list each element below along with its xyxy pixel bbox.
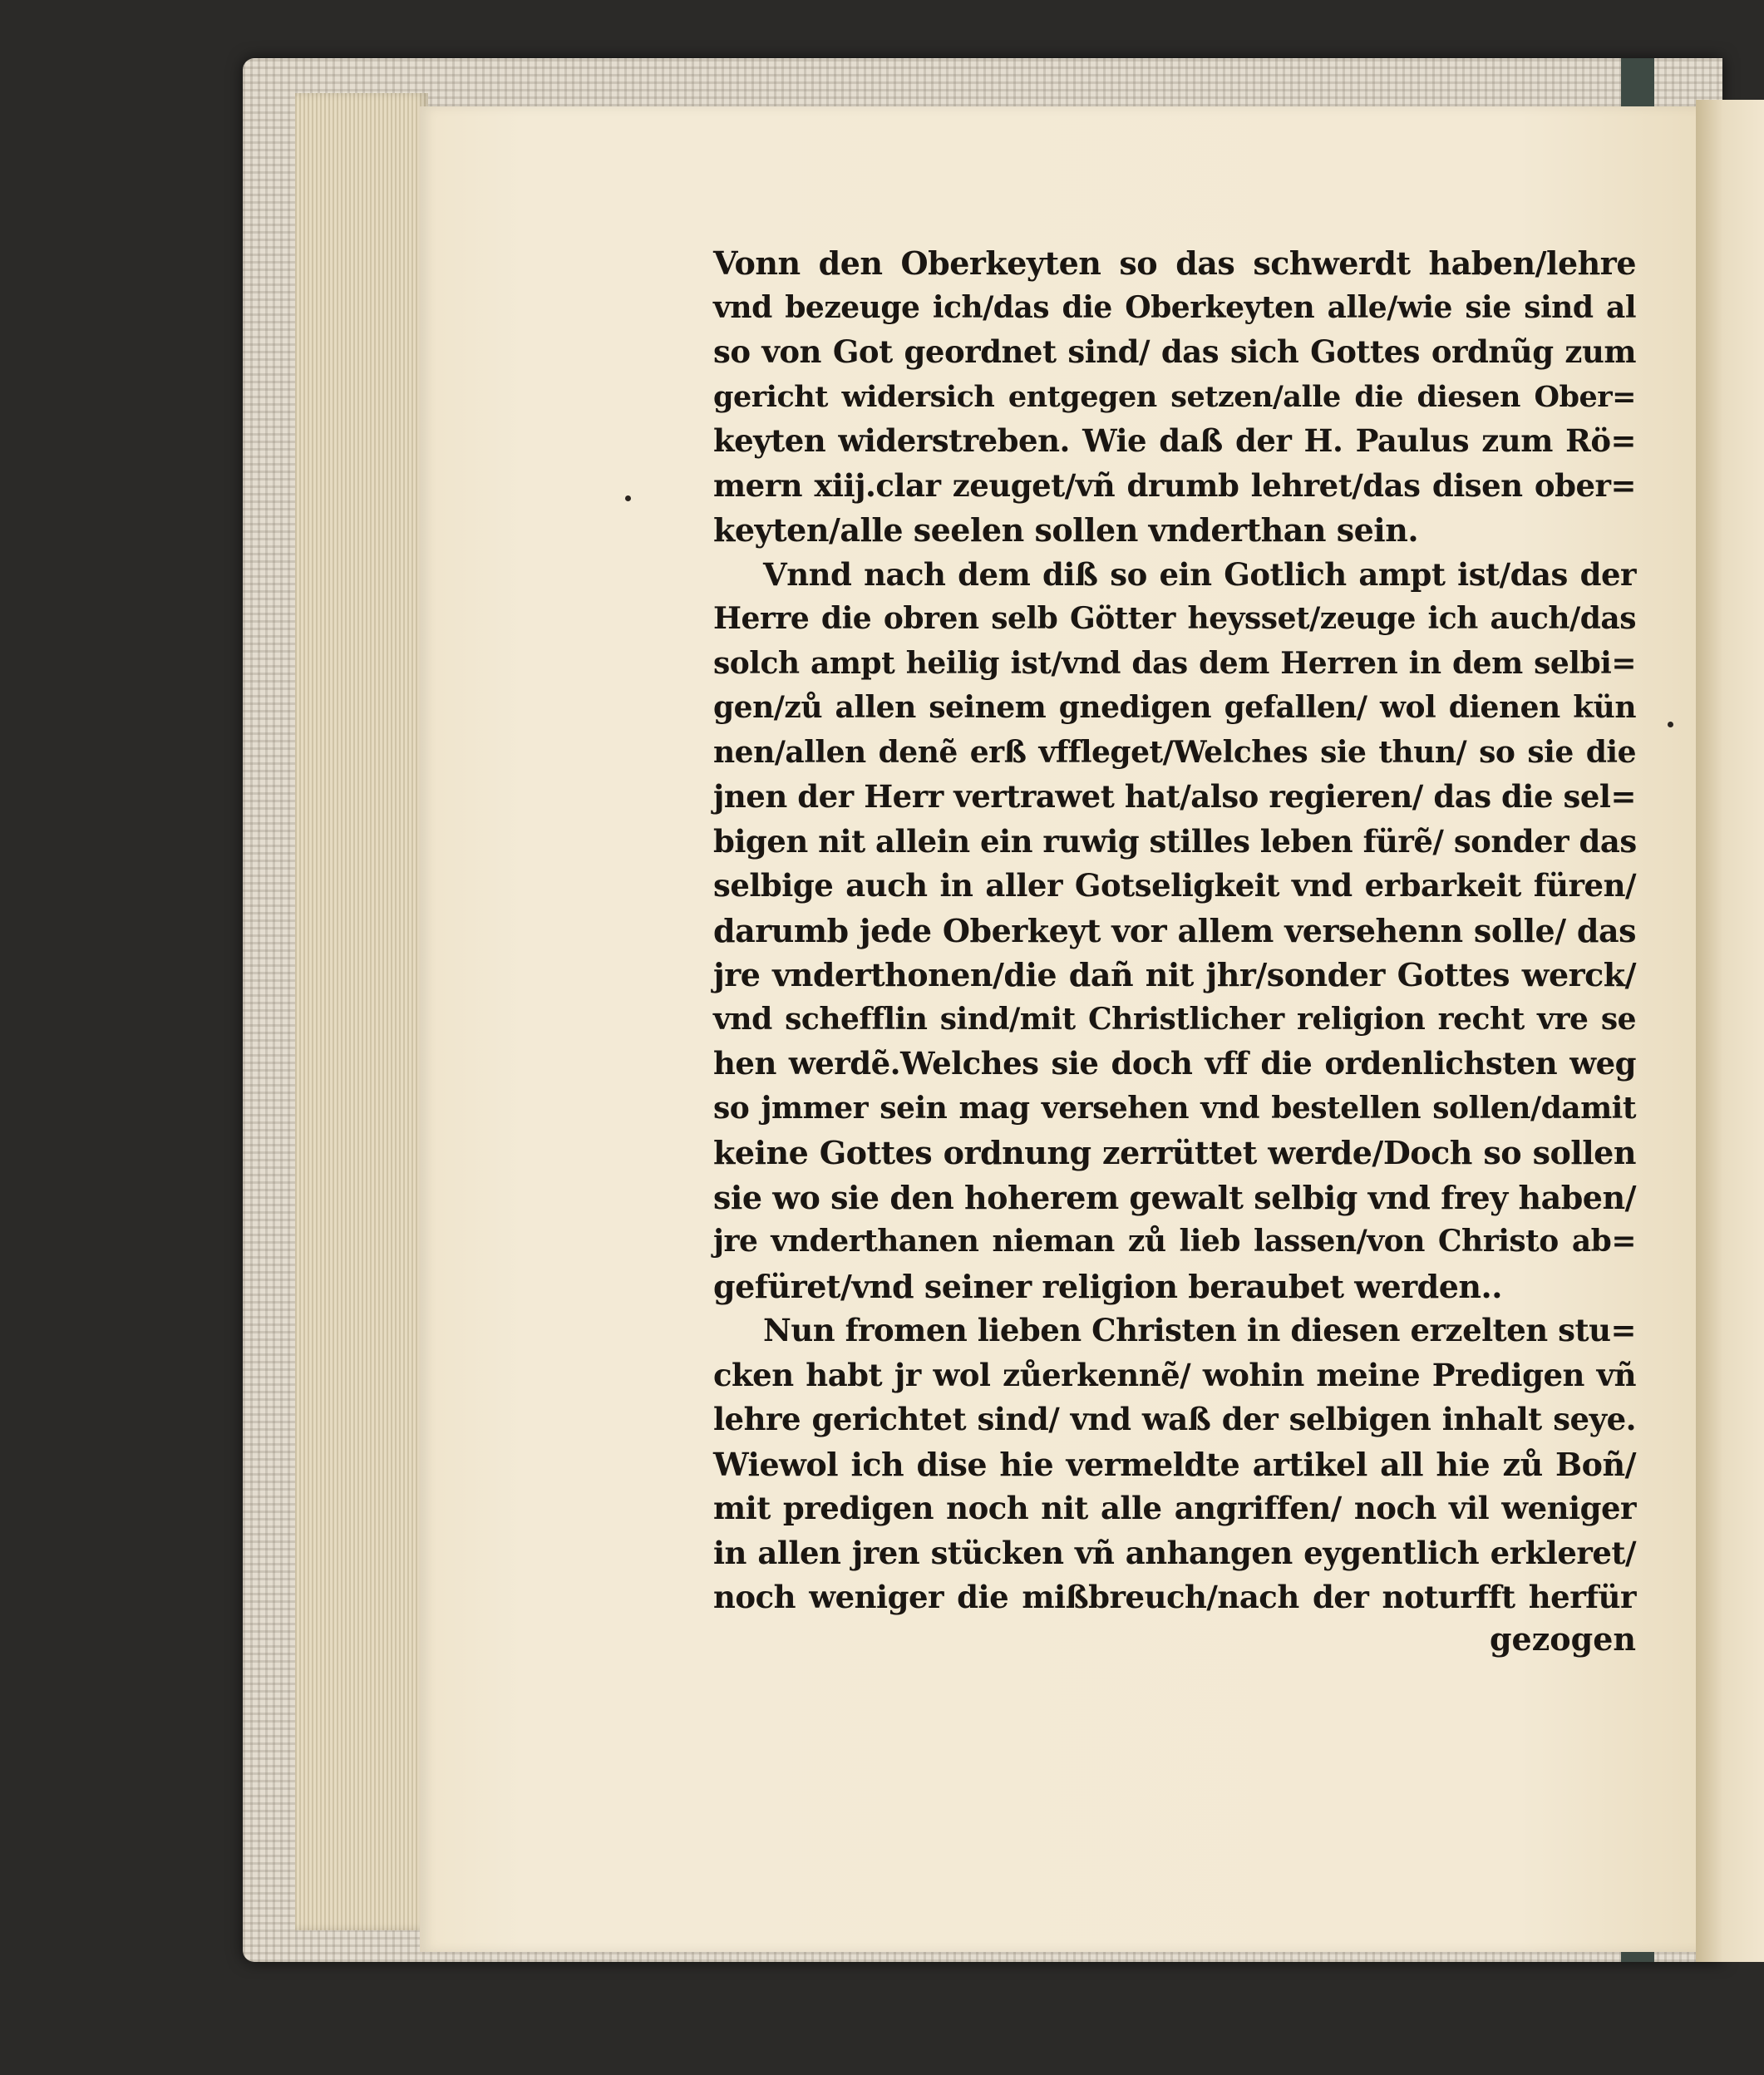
text-line: keine Gottes ordnung zerrüttet werde/Doch so sollen <box>713 1134 1636 1171</box>
text-line: jre vnderthonen/die dañ nit jhr/sonder Gottes werck/ <box>713 956 1636 993</box>
text-line: solch ampt heilig ist/vnd das dem Herren in dem selbi= <box>713 645 1636 681</box>
ink-speck <box>1668 722 1673 727</box>
text-line: sie wo sie den hoherem gewalt selbig vnd frey haben/ <box>713 1178 1636 1216</box>
text-line: vnd schefflin sind/mit Christlicher religion recht vre se <box>713 1001 1636 1037</box>
text-line: gericht widersich entgegen setzen/alle die diesen Ober= <box>713 379 1636 414</box>
page-edges <box>295 93 428 1930</box>
text-line: darumb jede Oberkeyt vor allem versehenn solle/ das <box>713 911 1636 949</box>
catchword: gezogen <box>1489 1619 1636 1658</box>
text-line: so jmmer sein mag versehen vnd bestellen sollen/damit <box>713 1090 1636 1126</box>
text-line: mern xiij.clar zeuget/vñ drumb lehret/das disen ober= <box>713 466 1636 504</box>
text-line: keyten/alle seelen sollen vnderthan sein. <box>713 511 1419 549</box>
text-line: noch weniger die mißbreuch/nach der noturfft herfür <box>713 1579 1636 1615</box>
text-line: nen/allen denẽ erß vffleget/Welches sie thun/ so sie die <box>713 734 1636 770</box>
text-line: bigen nit allein ein ruwig stilles leben fürẽ/ sonder das <box>713 822 1637 860</box>
text-line: mit predigen noch nit alle angriffen/ noch vil weniger <box>713 1490 1636 1526</box>
page-text <box>713 241 1636 1664</box>
text-line: so von Got geordnet sind/ das sich Gottes ordnũg zum <box>713 333 1636 370</box>
text-line: vnd bezeuge ich/das die Oberkeyten alle/wie sie sind al <box>713 289 1636 325</box>
text-line: jnen der Herr vertrawet hat/also regieren/ das die sel= <box>713 778 1636 815</box>
text-line: lehre gerichtet sind/ vnd waß der selbigen inhalt seye. <box>713 1401 1636 1437</box>
facing-page-gutter <box>1696 100 1764 1962</box>
text-line: in allen jren stücken vñ anhangen eygentlich erkleret/ <box>713 1534 1636 1571</box>
text-line: Herre die obren selb Götter heysset/zeuge ich auch/das <box>713 601 1636 636</box>
ink-speck <box>625 495 631 501</box>
text-line: gen/zů allen seinem gnedigen gefallen/ wol dienen kün <box>713 690 1636 725</box>
text-line: Wiewol ich dise hie vermeldte artikel all hie zů Boñ/ <box>713 1445 1636 1483</box>
text-line: jre vnderthanen nieman zů lieb lassen/von Christo ab= <box>713 1224 1636 1259</box>
text-line: cken habt jr wol zůerkennẽ/ wohin meine Predigen vñ <box>713 1356 1636 1393</box>
text-line: hen werdẽ.Welches sie doch vff die ordenlichsten weg <box>713 1045 1636 1082</box>
text-line: selbige auch in aller Gotseligkeit vnd erbarkeit füren/ <box>713 867 1636 904</box>
text-line: gefüret/vnd seiner religion beraubet werden.. <box>713 1267 1502 1305</box>
text-line: Nun fromen lieben Christen in diesen erzelten stu= <box>763 1312 1636 1348</box>
text-line: Vnnd nach dem diß so ein Gotlich ampt ist/das der <box>763 555 1636 593</box>
text-line: Vonn den Oberkeyten so das schwerdt haben/lehre <box>713 244 1636 282</box>
text-line: keyten widerstreben. Wie daß der H. Paulus zum Rö= <box>713 422 1636 459</box>
